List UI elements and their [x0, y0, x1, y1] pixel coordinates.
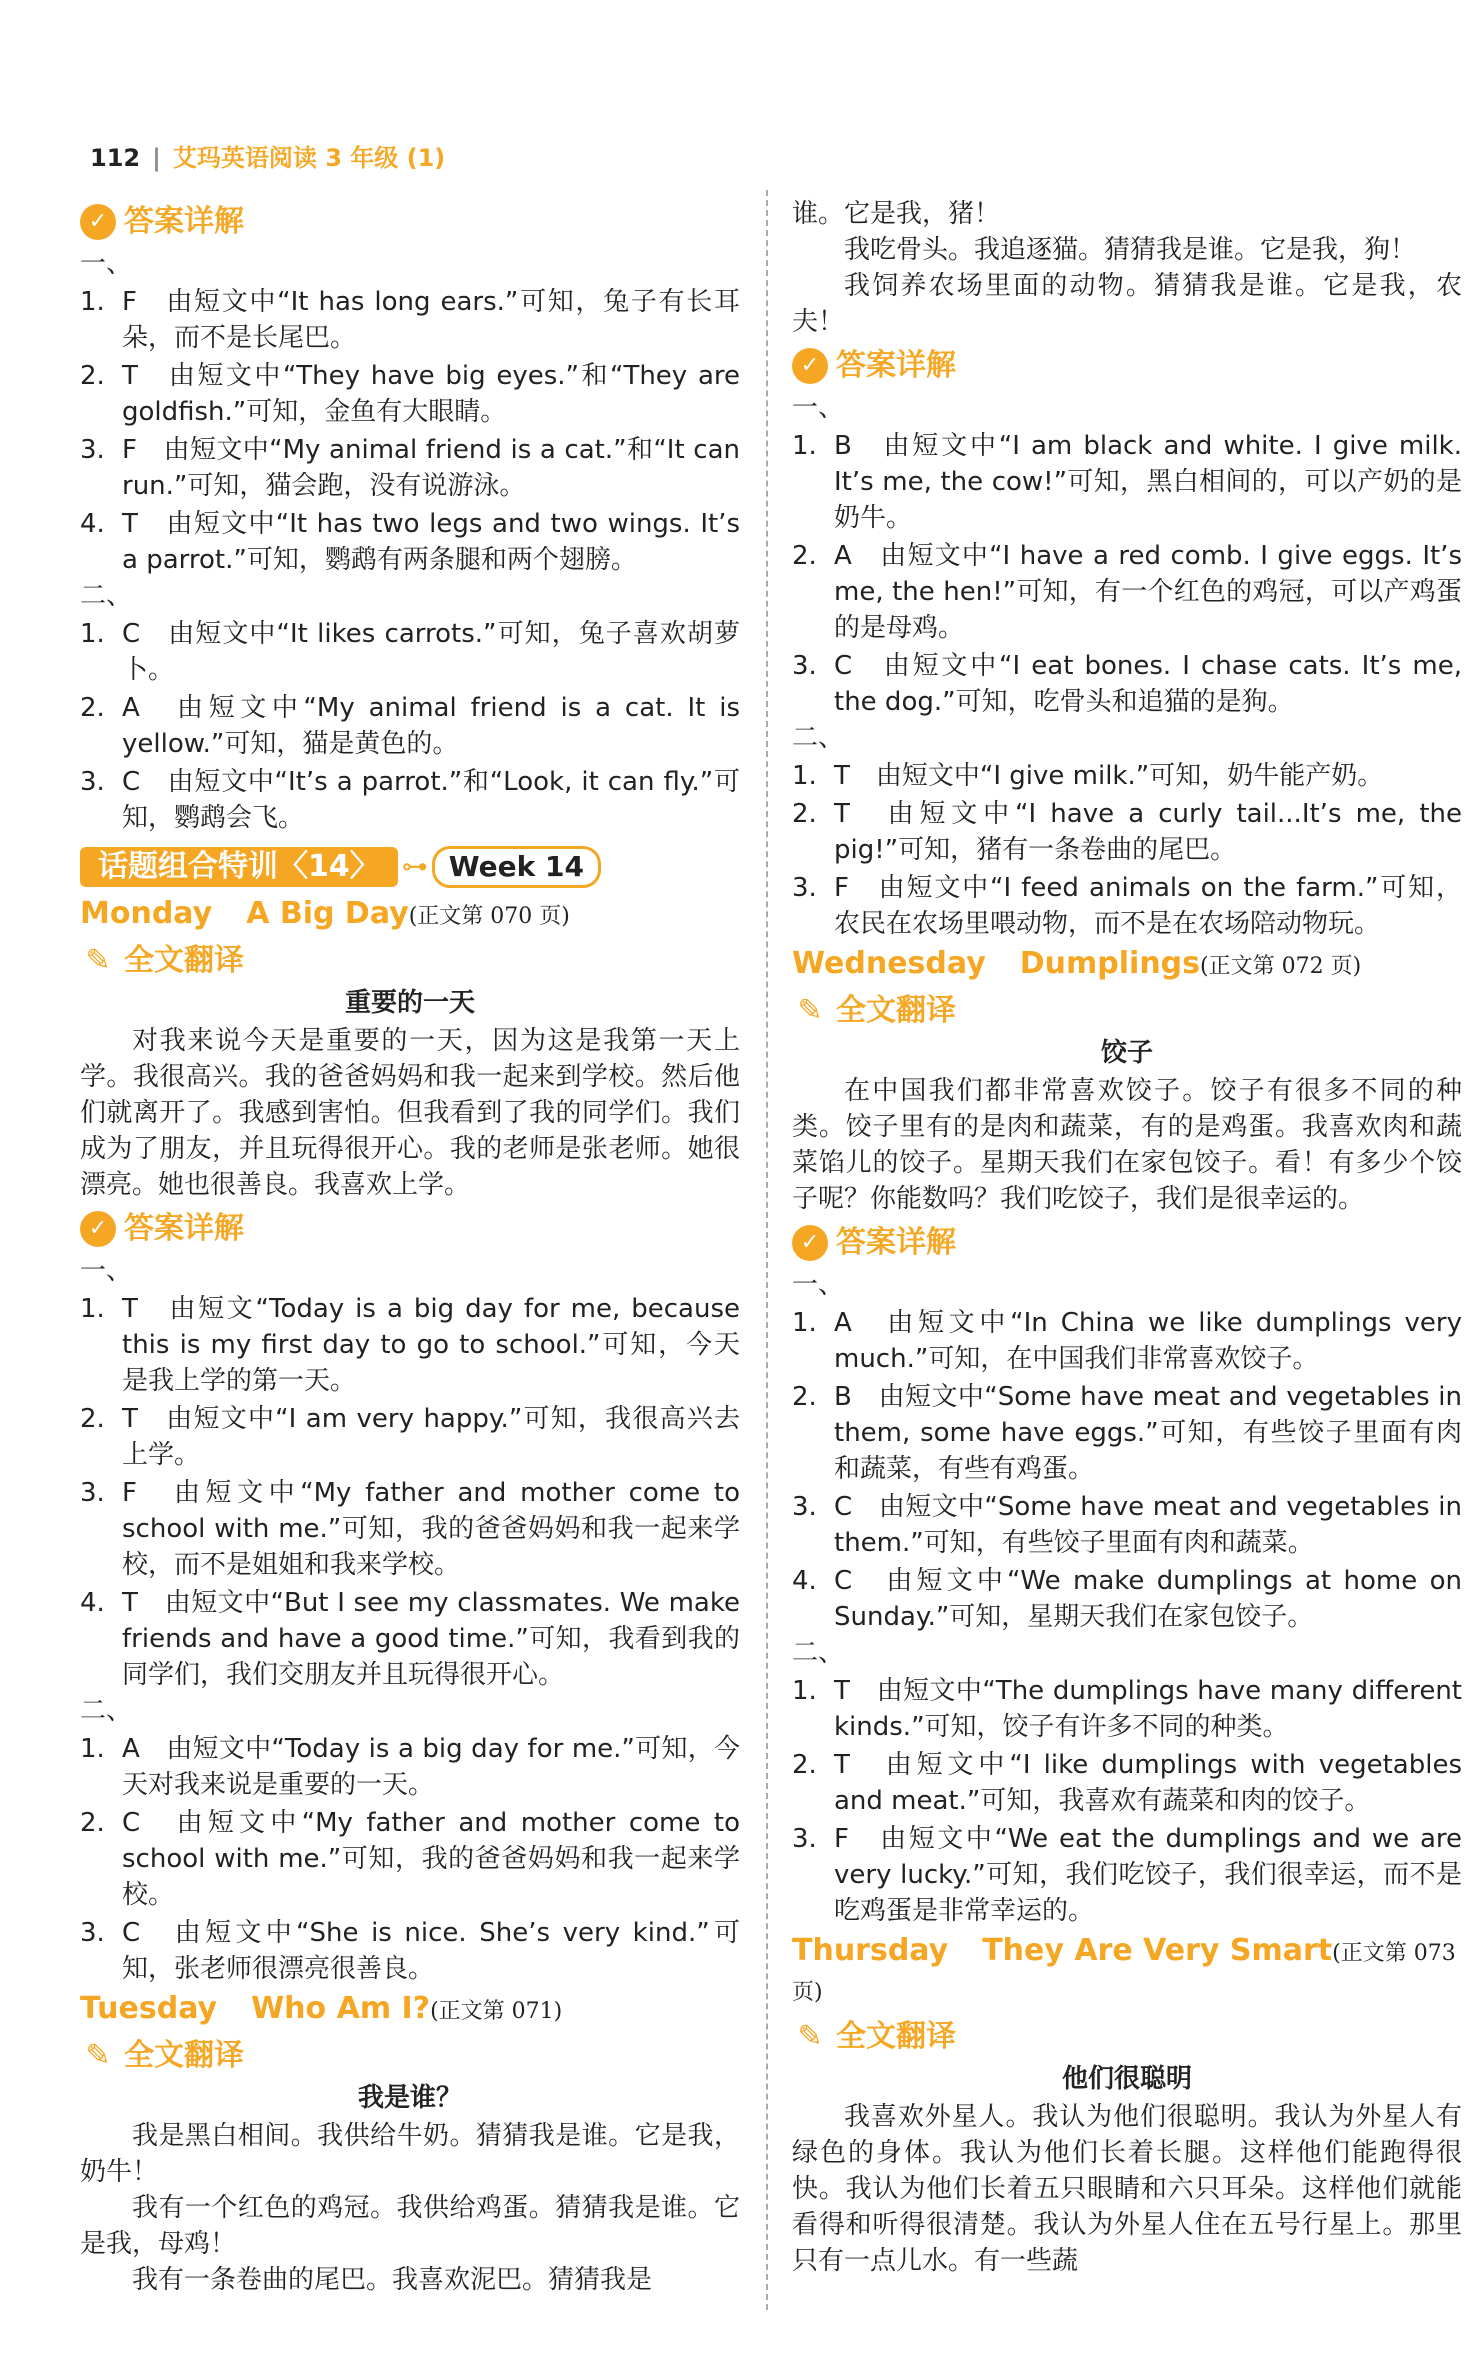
translation-paragraph: 我饲养农场里面的动物。猜猜我是谁。它是我，农夫！: [792, 271, 1462, 337]
answer-text: C 由短文中“I eat bones. I chase cats. It’s me, the dog.”可知，吃骨头和追猫的是狗。: [834, 651, 1462, 717]
answer-number: 1.: [80, 1294, 105, 1324]
answer-item: [792, 758, 1462, 794]
answer-text: T 由短文中“It has two legs and two wings. It’s a parrot.”可知，鹦鹉有两条腿和两个翅膀。: [122, 509, 740, 575]
answer-text: T 由短文中“But I see my classmates. We make friends and have a good time.”可知，我看到我的同学们，我们交朋友并且玩得很开心。: [122, 1588, 740, 1690]
pen-icon: ✎: [797, 993, 823, 1028]
translation-heading: [792, 993, 1462, 1029]
section-label: 一、: [792, 393, 845, 423]
answer-text: A 由短文中“In China we like dumplings very much.”可知，在中国我们非常喜欢饺子。: [834, 1308, 1462, 1374]
answer-number: 3.: [792, 1824, 817, 1854]
answer-text: T 由短文中“I am very happy.”可知，我很高兴去上学。: [122, 1404, 740, 1470]
day-heading-wednesday: [792, 946, 1462, 985]
answer-text: C 由短文中“Some have meat and vegetables in them.”可知，有些饺子里面有肉和蔬菜。: [834, 1492, 1462, 1558]
answer-item: [80, 1401, 740, 1473]
pen-icon: ✎: [85, 2038, 111, 2073]
answer-list: [80, 616, 740, 836]
answer-item: [80, 690, 740, 762]
section-label: 二、: [792, 1638, 845, 1668]
lesson-title: Dumplings: [1019, 946, 1201, 981]
translation-title: 饺子: [1100, 1038, 1153, 1068]
translation-heading-text: 全文翻译: [124, 943, 244, 978]
translation-heading: [80, 2038, 740, 2074]
answer-heading-text: 答案详解: [836, 1225, 956, 1260]
answer-text: A 由短文中“My animal friend is a cat. It is yellow.”可知，猫是黄色的。: [122, 693, 740, 759]
answer-text: T 由短文中“The dumplings have many different kinds.”可知，饺子有许多不同的种类。: [834, 1676, 1462, 1742]
answer-text: C 由短文中“She is nice. She’s very kind.”可知，张老师很漂亮很善良。: [122, 1918, 740, 1984]
answer-number: 1.: [792, 431, 817, 461]
answer-item: [80, 764, 740, 836]
answer-text: F 由短文中“It has long ears.”可知，兔子有长耳朵，而不是长尾巴。: [122, 287, 740, 353]
answer-heading: [80, 1211, 740, 1247]
translation-title: 重要的一天: [344, 988, 475, 1018]
answer-item: [792, 648, 1462, 720]
answer-text: T 由短文中“I give milk.”可知，奶牛能产奶。: [834, 761, 1384, 791]
answer-number: 3.: [792, 1492, 817, 1522]
translation-heading: [792, 2019, 1462, 2055]
answer-number: 3.: [792, 651, 817, 681]
answer-item: [792, 538, 1462, 646]
check-circle-icon: ✓: [792, 348, 828, 384]
answer-list: [792, 428, 1462, 720]
answer-number: 3.: [80, 767, 105, 797]
answer-item: [80, 1585, 740, 1693]
answer-text: T 由短文中“They have big eyes.”和“They are goldfish.”可知，金鱼有大眼睛。: [122, 361, 740, 427]
translation-paragraph: 对我来说今天是重要的一天，因为这是我第一天上学。我很高兴。我的爸爸妈妈和我一起来到学校。然后他们就离开了。我感到害怕。但我看到了我的同学们。我们成为了朋友，并且玩得很开心。我的老师是张老师。她很漂亮。她也很善良。我喜欢上学。: [80, 1026, 740, 1200]
day-heading-thursday: [792, 1933, 1462, 2011]
answer-text: F 由短文中“I feed animals on the farm.”可知，农民在农场里喂动物，而不是在农场陪动物玩。: [834, 873, 1462, 939]
answer-text: F 由短文中“My father and mother come to school with me.”可知，我的爸爸妈妈和我一起来学校，而不是姐姐和我来学校。: [122, 1478, 740, 1580]
answer-number: 1.: [80, 619, 105, 649]
answer-item: [80, 506, 740, 578]
answer-number: 1.: [792, 1308, 817, 1338]
topic-banner-label: 话题组合特训〈14〉: [80, 847, 398, 887]
answer-list: [80, 284, 740, 578]
answer-number: 1.: [792, 761, 817, 791]
answer-number: 3.: [792, 873, 817, 903]
translation-paragraph: 在中国我们都非常喜欢饺子。饺子有很多不同的种类。饺子里有的是肉和蔬菜，有的是鸡蛋。我喜欢肉和蔬菜馅儿的饺子。星期天我们在家包饺子。看！有多少个饺子呢？你能数吗？我们吃饺子，我们是很幸运的。: [792, 1076, 1462, 1214]
translation-paragraph: 我喜欢外星人。我认为他们很聪明。我认为外星人有绿色的身体。我认为他们长着长腿。这样他们能跑得很快。我认为他们长着五只眼睛和六只耳朵。这样他们就能看得和听得很清楚。我认为外星人住在五号行星上。那里只有一点儿水。有一些蔬: [792, 2102, 1462, 2276]
answer-item: [80, 1805, 740, 1913]
answer-text: T 由短文中“I have a curly tail...It’s me, the pig!”可知，猪有一条卷曲的尾巴。: [834, 799, 1462, 865]
answer-number: 1.: [792, 1676, 817, 1706]
answer-item: [80, 1291, 740, 1399]
translation-heading-text: 全文翻译: [836, 993, 956, 1028]
lesson-title: A Big Day: [246, 896, 409, 931]
answer-item: [80, 1915, 740, 1987]
answer-text: C 由短文中“It likes carrots.”可知，兔子喜欢胡萝卜。: [122, 619, 740, 685]
answer-text: C 由短文中“My father and mother come to school with me.”可知，我的爸爸妈妈和我一起来学校。: [122, 1808, 740, 1910]
day-name: Thursday: [792, 1933, 949, 1968]
answer-heading: [792, 348, 1462, 384]
check-circle-icon: ✓: [80, 1211, 116, 1247]
section-label: 一、: [792, 1270, 845, 1300]
left-column: [80, 196, 740, 2298]
answer-list: [792, 758, 1462, 942]
answer-item: [80, 358, 740, 430]
answer-text: F 由短文中“My animal friend is a cat.”和“It can run.”可知，猫会跑，没有说游泳。: [122, 435, 740, 501]
answer-list: [80, 1291, 740, 1693]
day-name: Wednesday: [792, 946, 986, 981]
translation-title: 我是谁？: [357, 2083, 462, 2113]
answer-number: 2.: [792, 1750, 817, 1780]
day-name: Monday: [80, 896, 213, 931]
book-title: 艾玛英语阅读 3 年级 (1): [172, 144, 446, 172]
answer-item: [792, 1563, 1462, 1635]
answer-item: [80, 432, 740, 504]
day-heading-tuesday: [80, 1991, 740, 2030]
answer-list: [792, 1305, 1462, 1635]
check-circle-icon: ✓: [80, 204, 116, 240]
answer-heading: [792, 1225, 1462, 1261]
answer-number: 3.: [80, 1478, 105, 1508]
answer-number: 2.: [80, 1404, 105, 1434]
answer-item: [792, 428, 1462, 536]
translation-heading-text: 全文翻译: [836, 2019, 956, 2054]
right-column: [792, 196, 1462, 2279]
answer-text: B 由短文中“I am black and white. I give milk. It’s me, the cow!”可知，黑白相间的，可以产奶的是奶牛。: [834, 431, 1462, 533]
section-label: 一、: [80, 1256, 133, 1286]
lesson-title: Who Am I?: [251, 1991, 431, 2026]
pen-icon: ✎: [85, 943, 111, 978]
answer-text: A 由短文中“Today is a big day for me.”可知，今天对我来说是重要的一天。: [122, 1734, 740, 1800]
day-heading-monday: [80, 896, 740, 935]
pen-icon: ✎: [797, 2019, 823, 2054]
page-reference: (正文第 072 页): [1200, 954, 1362, 979]
translation-heading-text: 全文翻译: [124, 2038, 244, 2073]
answer-text: C 由短文中“It’s a parrot.”和“Look, it can fly.”可知，鹦鹉会飞。: [122, 767, 740, 833]
lesson-title: They Are Very Smart: [982, 1933, 1333, 1968]
answer-number: 4.: [80, 509, 105, 539]
section-label: 二、: [80, 1696, 133, 1726]
answer-list: [792, 1673, 1462, 1929]
answer-item: [792, 870, 1462, 942]
day-name: Tuesday: [80, 1991, 218, 2026]
translation-paragraph: 我是黑白相间。我供给牛奶。猜猜我是谁。它是我，奶牛！: [80, 2121, 740, 2187]
answer-item: [792, 1747, 1462, 1819]
answer-text: T 由短文“Today is a big day for me, because this is my first day to go to school.”可知，今天是我上学的第一天。: [122, 1294, 740, 1396]
answer-heading-text: 答案详解: [124, 1211, 244, 1246]
answer-number: 2.: [80, 361, 105, 391]
answer-heading-text: 答案详解: [124, 204, 244, 239]
answer-number: 2.: [80, 693, 105, 723]
answer-text: B 由短文中“Some have meat and vegetables in them, some have eggs.”可知，有些饺子里面有肉和蔬菜，有些有鸡蛋。: [834, 1382, 1462, 1484]
answer-item: [792, 1489, 1462, 1561]
topic-banner: [80, 846, 740, 888]
week-badge: Week 14: [432, 846, 601, 888]
answer-number: 3.: [80, 435, 105, 465]
answer-number: 2.: [792, 799, 817, 829]
answer-number: 1.: [80, 287, 105, 317]
answer-item: [80, 1731, 740, 1803]
page-reference: (正文第 071): [430, 1999, 563, 2024]
page-reference: (正文第 073 页): [792, 1941, 1456, 2005]
page-header: [90, 138, 445, 173]
column-divider: [766, 190, 768, 2310]
answer-item: [792, 796, 1462, 868]
section-label: 一、: [80, 249, 133, 279]
page-reference: (正文第 070 页): [408, 904, 570, 929]
answer-text: F 由短文中“We eat the dumplings and we are very lucky.”可知，我们吃饺子，我们很幸运，而不是吃鸡蛋是非常幸运的。: [834, 1824, 1462, 1926]
check-circle-icon: ✓: [792, 1225, 828, 1261]
page-number: 112: [90, 144, 141, 172]
header-separator: |: [152, 144, 161, 172]
answer-item: [792, 1673, 1462, 1745]
section-label: 二、: [792, 723, 845, 753]
answer-heading-text: 答案详解: [836, 348, 956, 383]
answer-item: [792, 1821, 1462, 1929]
answer-item: [80, 284, 740, 356]
translation-paragraph: 我有一条卷曲的尾巴。我喜欢泥巴。猜猜我是: [132, 2265, 653, 2295]
answer-list: [80, 1731, 740, 1987]
translation-title: 他们很聪明: [1061, 2064, 1192, 2094]
answer-number: 4.: [80, 1588, 105, 1618]
answer-item: [792, 1305, 1462, 1377]
answer-number: 1.: [80, 1734, 105, 1764]
answer-item: [80, 1475, 740, 1583]
answer-text: T 由短文中“I like dumplings with vegetables and meat.”可知，我喜欢有蔬菜和肉的饺子。: [834, 1750, 1462, 1816]
answer-number: 2.: [792, 541, 817, 571]
answer-text: C 由短文中“We make dumplings at home on Sunday.”可知，星期天我们在家包饺子。: [834, 1566, 1462, 1632]
answer-heading: [80, 204, 740, 240]
translation-paragraph: 我吃骨头。我追逐猫。猜猜我是谁。它是我，狗！: [844, 235, 1417, 265]
answer-item: [792, 1379, 1462, 1487]
answer-text: A 由短文中“I have a red comb. I give eggs. It’s me, the hen!”可知，有一个红色的鸡冠，可以产鸡蛋的是母鸡。: [834, 541, 1462, 643]
translation-heading: [80, 943, 740, 979]
section-label: 二、: [80, 581, 133, 611]
answer-number: 3.: [80, 1918, 105, 1948]
answer-number: 2.: [792, 1382, 817, 1412]
answer-number: 4.: [792, 1566, 817, 1596]
chain-link-icon: ⊶: [401, 852, 428, 882]
translation-paragraph: 谁。它是我，猪！: [792, 199, 1001, 229]
answer-number: 2.: [80, 1808, 105, 1838]
translation-paragraph: 我有一个红色的鸡冠。我供给鸡蛋。猜猜我是谁。它是我，母鸡！: [80, 2193, 740, 2259]
answer-item: [80, 616, 740, 688]
